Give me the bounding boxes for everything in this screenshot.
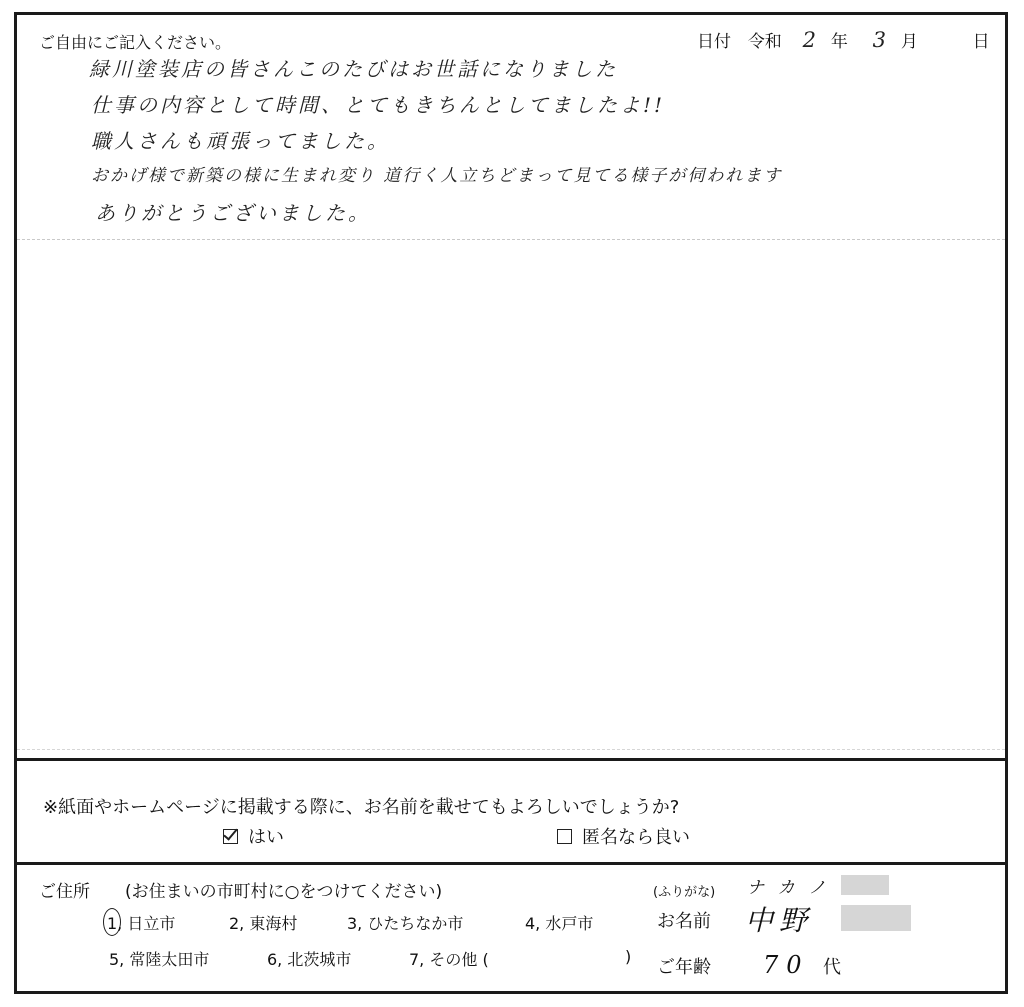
city-option-kitaibaraki[interactable]: 6, 北茨城市 bbox=[267, 950, 352, 969]
comment-line: おかげ様で新築の様に生まれ変り 道行く人立ちどまって見てる様子が伺われます bbox=[91, 166, 783, 186]
name-value: 中野 bbox=[745, 904, 814, 937]
paper-fold-line bbox=[17, 749, 1005, 750]
city-option-hitachiota[interactable]: 5, 常陸太田市 bbox=[109, 950, 210, 969]
address-label: ご住所 bbox=[39, 882, 90, 902]
section-divider bbox=[17, 758, 1005, 761]
anonymous-checkbox[interactable] bbox=[557, 829, 572, 844]
year-value: 2 bbox=[802, 28, 816, 52]
month-unit: 月 bbox=[900, 32, 918, 52]
other-close-paren: ) bbox=[625, 947, 632, 966]
furigana-value: ナカノ bbox=[747, 878, 840, 898]
age-unit: 代 bbox=[823, 957, 841, 978]
pixelated-redaction bbox=[841, 875, 889, 895]
comment-line: 職人さんも頑張ってました。 bbox=[91, 129, 390, 153]
city-option-hitachi[interactable]: 1, 日立市 bbox=[107, 914, 176, 933]
yes-checkbox[interactable] bbox=[223, 829, 238, 844]
consent-question: ※紙面やホームページに掲載する際に、お名前を載せてもよろしいでしょうか? bbox=[43, 797, 680, 818]
yes-label: はい bbox=[248, 827, 284, 848]
comment-line: ありがとうございました。 bbox=[95, 201, 371, 225]
consent-yes-option[interactable] bbox=[223, 823, 284, 849]
day-unit: 日 bbox=[972, 32, 990, 52]
comment-form-sheet bbox=[14, 12, 1008, 994]
year-unit: 年 bbox=[830, 32, 848, 52]
pixelated-redaction bbox=[841, 905, 911, 931]
comment-line: 仕事の内容として時間、とてもきちんとしてましたよ!! bbox=[91, 93, 666, 117]
city-option-mito[interactable]: 4, 水戸市 bbox=[525, 914, 594, 933]
city-option-other[interactable]: 7, その他 ( bbox=[409, 950, 489, 969]
era-label: 令和 bbox=[747, 32, 782, 52]
city-option-tokai[interactable]: 2, 東海村 bbox=[229, 914, 298, 933]
comment-line: 緑川塗装店の皆さんこのたびはお世話になりました bbox=[89, 57, 618, 81]
age-label: ご年齢 bbox=[657, 957, 711, 978]
anonymous-label: 匿名なら良い bbox=[582, 827, 690, 848]
age-value: 70 bbox=[763, 951, 810, 979]
free-comment-prompt: ご自由にご記入ください。 bbox=[39, 33, 232, 52]
name-label: お名前 bbox=[657, 911, 711, 932]
furigana-label: (ふりがな) bbox=[653, 885, 716, 900]
paper-fold-line bbox=[17, 239, 1005, 240]
section-divider bbox=[17, 862, 1005, 865]
date-label: 日付 bbox=[697, 32, 731, 52]
city-option-hitachinaka[interactable]: 3, ひたちなか市 bbox=[347, 914, 464, 933]
address-instruction: (お住まいの市町村に○をつけてください) bbox=[125, 882, 443, 902]
consent-anonymous-option[interactable] bbox=[557, 823, 690, 849]
date-field bbox=[697, 27, 990, 52]
month-value: 3 bbox=[872, 28, 886, 52]
